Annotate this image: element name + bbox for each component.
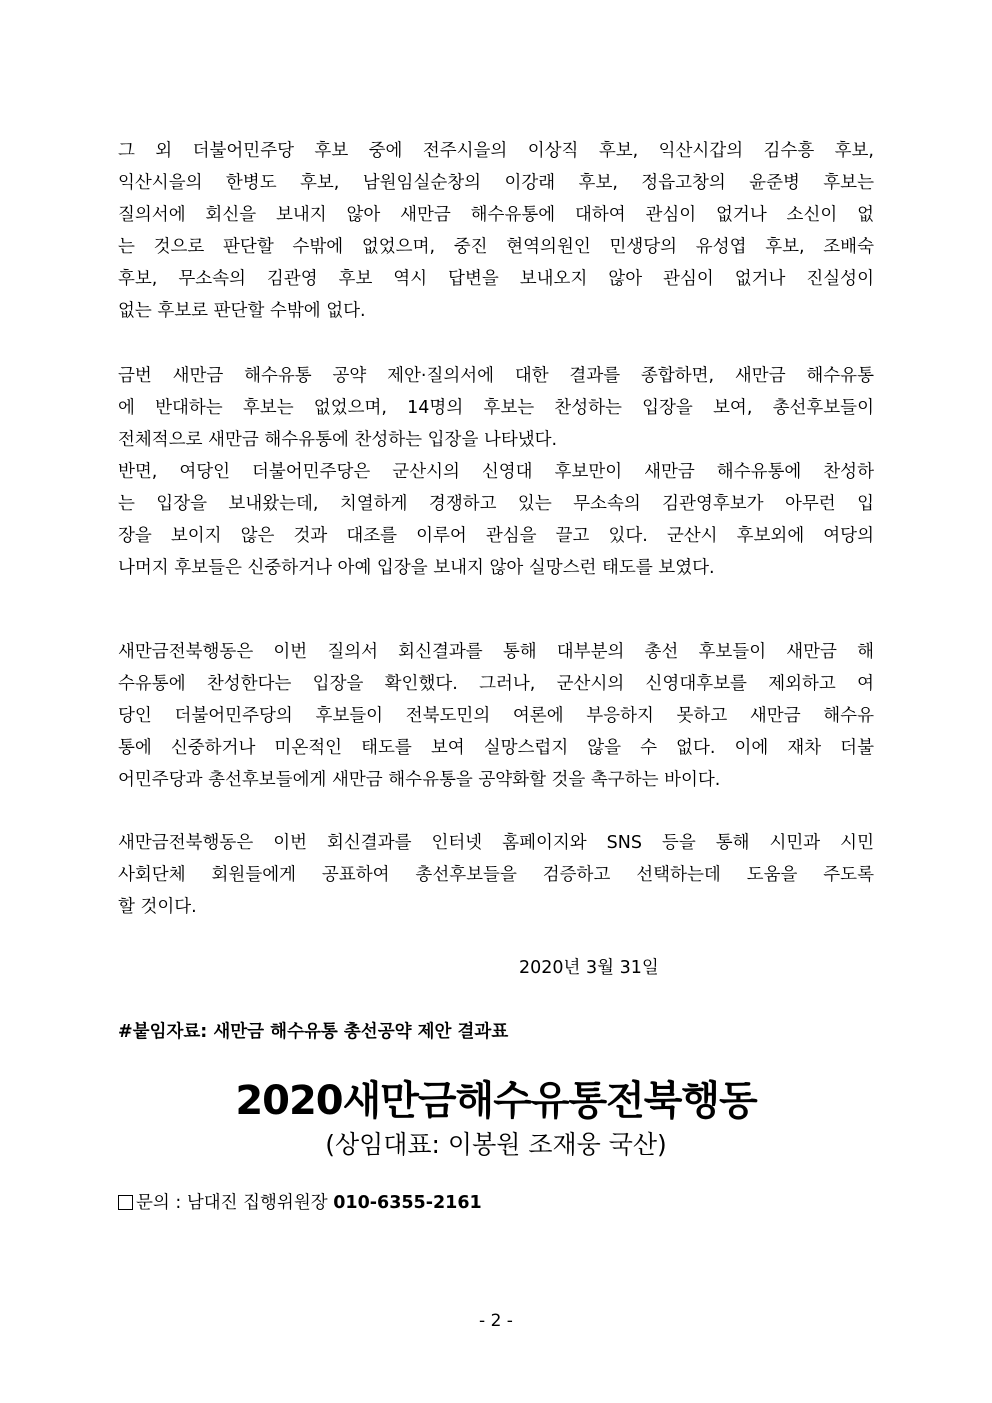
paragraph-ruling-party xyxy=(118,456,874,584)
text-line: 새만금전북행동은 이번 질의서 회신결과를 통해 대부분의 총선 후보들이 새만금 해 xyxy=(118,642,874,662)
text-line: 는 입장을 보내왔는데, 치열하게 경쟁하고 있는 무소속의 김관영후보가 아무런 입 xyxy=(118,494,874,514)
text-line: 없는 후보로 판단할 수밖에 없다. xyxy=(118,301,366,321)
representatives: (상임대표: 이봉원 조재웅 국산) xyxy=(325,1130,667,1159)
text-line: 질의서에 회신을 보내지 않아 새만금 해수유통에 대하여 관심이 없거나 소신이 없 xyxy=(118,205,874,225)
paragraph-summary xyxy=(118,360,874,456)
contact-label: 문의 : 남대진 집행위원장 xyxy=(136,1193,328,1213)
contact-line xyxy=(118,1187,482,1219)
text-line: 금번 새만금 해수유통 공약 제안·질의서에 대한 결과를 종합하면, 새만금 해수유통 xyxy=(118,366,874,386)
text-line: 반면, 여당인 더불어민주당은 군산시의 신영대 후보만이 새만금 해수유통에 찬성하 xyxy=(118,462,874,482)
text-line: 할 것이다. xyxy=(118,897,197,917)
text-line: 에 반대하는 후보는 없었으며, 14명의 후보는 찬성하는 입장을 보여, 총선후보들이 xyxy=(118,398,874,418)
document-date: 2020년 3월 31일 xyxy=(519,958,659,978)
text-line: 사회단체 회원들에게 공표하여 총선후보들을 검증하고 선택하는데 도움을 주도록 xyxy=(118,865,874,885)
text-line: 장을 보이지 않은 것과 대조를 이루어 관심을 끌고 있다. 군산시 후보외에 여당의 xyxy=(118,526,874,546)
paragraph-conclusion xyxy=(118,636,874,796)
text-line: 그 외 더불어민주당 후보 중에 전주시을의 이상직 후보, 익산시갑의 김수흥 후보, xyxy=(118,141,874,161)
paragraph-announcement xyxy=(118,827,874,923)
text-line: 수유통에 찬성한다는 입장을 확인했다. 그러나, 군산시의 신영대후보를 제외하고 여 xyxy=(118,674,874,694)
text-line: 후보, 무소속의 김관영 후보 역시 답변을 보내오지 않아 관심이 없거나 진실성이 xyxy=(118,269,874,289)
paragraph-unresponsive-candidates xyxy=(118,135,874,327)
contact-phone: 010-6355-2161 xyxy=(333,1193,482,1213)
organization-name: 2020새만금해수유통전북행동 xyxy=(235,1078,757,1124)
text-line: 는 것으로 판단할 수밖에 없었으며, 중진 현역의원인 민생당의 유성엽 후보, 조배숙 xyxy=(118,237,874,257)
text-line: 익산시을의 한병도 후보, 남원임실순창의 이강래 후보, 정읍고창의 윤준병 후보는 xyxy=(118,173,874,193)
text-line: 당인 더불어민주당의 후보들이 전북도민의 여론에 부응하지 못하고 새만금 해수유 xyxy=(118,706,874,726)
text-line: 나머지 후보들은 신중하거나 아예 입장을 보내지 않아 실망스런 태도를 보였다. xyxy=(118,558,715,578)
text-line: 전체적으로 새만금 해수유통에 찬성하는 입장을 나타냈다. xyxy=(118,430,558,450)
attachment-note: #붙임자료: 새만금 해수유통 총선공약 제안 결과표 xyxy=(118,1022,509,1042)
text-line: 통에 신중하거나 미온적인 태도를 보여 실망스럽지 않을 수 없다. 이에 재차 더불 xyxy=(118,738,874,758)
text-line: 어민주당과 총선후보들에게 새만금 해수유통을 공약화할 것을 촉구하는 바이다. xyxy=(118,770,721,790)
page-number: - 2 - xyxy=(479,1311,513,1331)
text-line: 새만금전북행동은 이번 회신결과를 인터넷 홈페이지와 SNS 등을 통해 시민과 시민 xyxy=(118,833,874,853)
checkbox-square-icon xyxy=(118,1195,133,1210)
